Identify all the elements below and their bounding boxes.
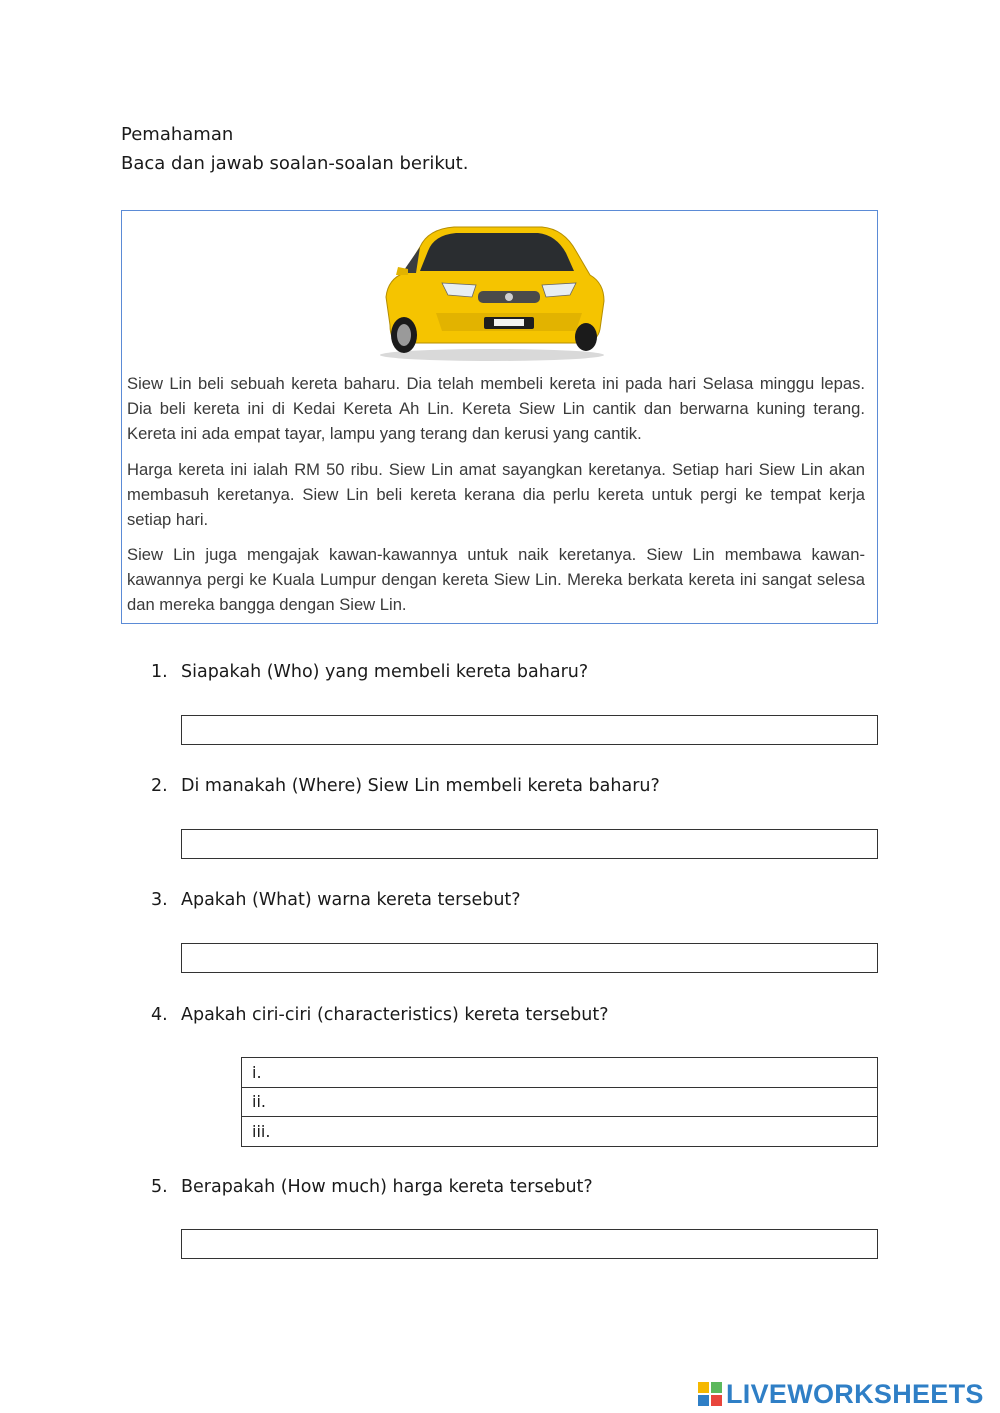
- answer-4-item-1[interactable]: i.: [242, 1058, 877, 1088]
- question-number: 5.: [151, 1177, 168, 1197]
- passage-paragraph: Siew Lin beli sebuah kereta baharu. Dia telah membeli kereta ini pada hari Selasa minggu lepas. Dia beli kereta ini di Kedai Kereta Ah Lin. Kereta Siew Lin cantik dan berwarna kuning terang. Kereta ini ada empat tayar, lampu yang terang dan kerusi yang cantik.: [127, 374, 865, 443]
- question-3: [151, 890, 521, 910]
- question-number: 1.: [151, 662, 168, 682]
- question-2: [151, 776, 660, 796]
- question-1: [151, 662, 588, 682]
- question-number: 3.: [151, 890, 168, 910]
- page-title: Pemahaman: [121, 124, 234, 145]
- passage-paragraph: Harga kereta ini ialah RM 50 ribu. Siew Lin amat sayangkan keretanya. Setiap hari Siew Lin akan membasuh keretanya. Siew Lin beli kereta kerana dia perlu kereta untuk pergi ke tempat kerja setiap hari.: [127, 460, 865, 529]
- answer-1-input[interactable]: [181, 715, 878, 745]
- brand-logo: [697, 1378, 984, 1410]
- answer-4-item-2[interactable]: ii.: [242, 1088, 877, 1118]
- question-text: Apakah (What) warna kereta tersebut?: [181, 890, 521, 910]
- question-text: Apakah ciri-ciri (characteristics) kereta tersebut?: [181, 1005, 609, 1025]
- question-4: [151, 1005, 609, 1025]
- liveworksheets-icon: [697, 1381, 723, 1407]
- answer-4-list: [241, 1057, 878, 1147]
- question-number: 2.: [151, 776, 168, 796]
- question-5: [151, 1177, 593, 1197]
- passage-paragraph: Siew Lin juga mengajak kawan-kawannya untuk naik keretanya. Siew Lin membawa kawan-kawannya pergi ke Kuala Lumpur dengan kereta Siew Lin. Mereka berkata kereta ini sangat selesa dan mereka bangga dengan Siew Lin.: [127, 545, 865, 614]
- car-image: [372, 217, 612, 362]
- question-text: Di manakah (Where) Siew Lin membeli kereta baharu?: [181, 776, 660, 796]
- answer-3-input[interactable]: [181, 943, 878, 973]
- question-text: Berapakah (How much) harga kereta tersebut?: [181, 1177, 593, 1197]
- answer-4-item-3[interactable]: iii.: [242, 1117, 877, 1147]
- answer-5-input[interactable]: [181, 1229, 878, 1259]
- question-text: Siapakah (Who) yang membeli kereta baharu?: [181, 662, 589, 682]
- brand-name: LIVEWORKSHEETS: [726, 1378, 984, 1409]
- question-number: 4.: [151, 1005, 168, 1025]
- instructions: Baca dan jawab soalan-soalan berikut.: [121, 153, 469, 174]
- answer-2-input[interactable]: [181, 829, 878, 859]
- reading-passage: [121, 210, 878, 624]
